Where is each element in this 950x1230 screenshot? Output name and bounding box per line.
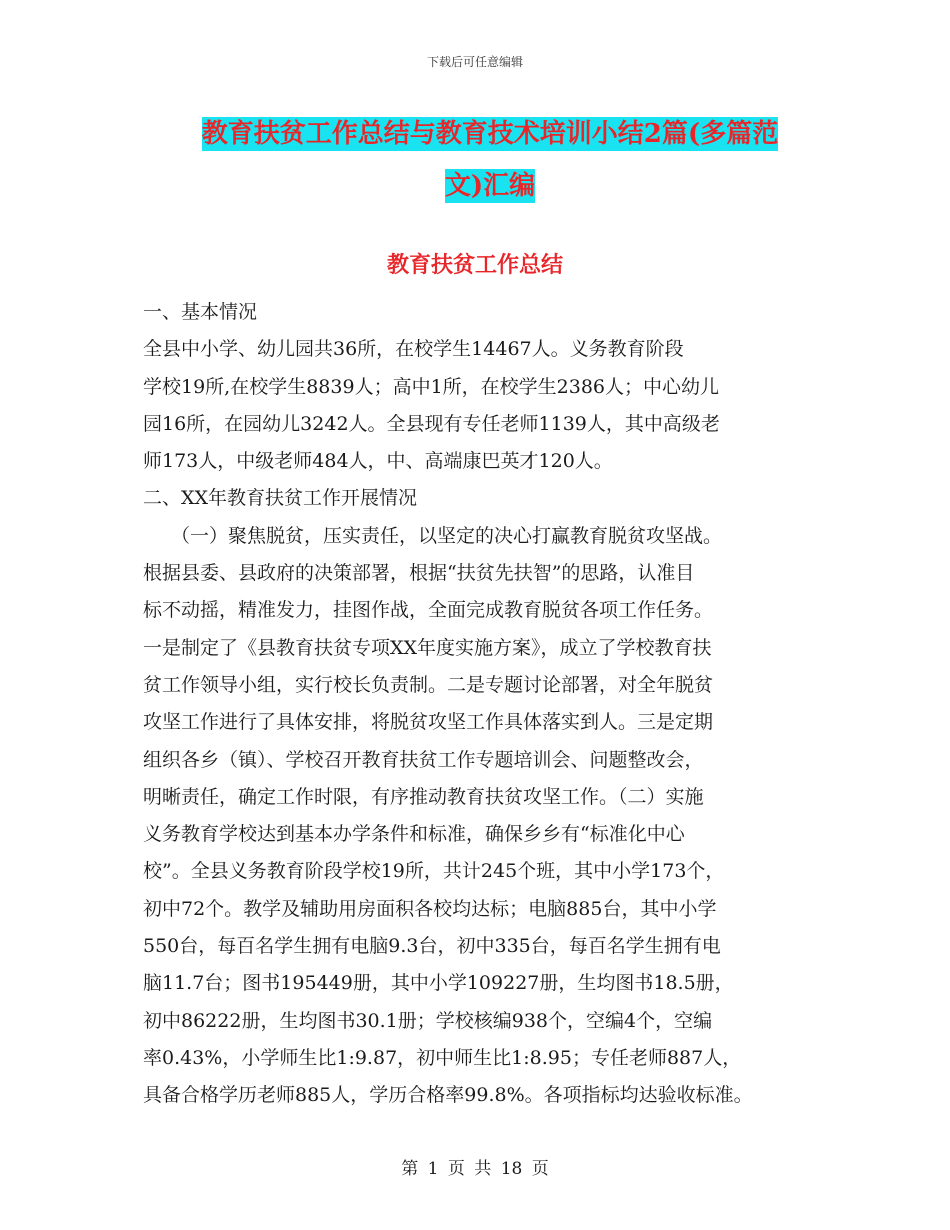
paragraph-line: （一）聚焦脱贫，压实责任，以坚定的决心打赢教育脱贫攻坚战。 [171, 524, 723, 547]
document-title-line-1: 教育扶贫工作总结与教育技术培训小结2篇(多篇范 [201, 119, 779, 149]
paragraph-line: 一是制定了《县教育扶贫专项XX年度实施方案》，成立了学校教育扶 [143, 636, 712, 659]
document-title [150, 108, 830, 212]
heading-basic-situation: 一、基本情况 [143, 301, 258, 323]
paragraph-line: 明晰责任，确定工作时限，有序推动教育扶贫攻坚工作。（二）实施 [143, 785, 704, 808]
page-footer: 第 1 页 共 18 页 [401, 1159, 549, 1179]
paragraph-line: 组织各乡（镇）、学校召开教育扶贫工作专题培训会、问题整改会， [143, 748, 704, 771]
paragraph-line: 根据县委、县政府的决策部署，根据“扶贫先扶智”的思路，认准目 [143, 562, 695, 585]
paragraph-line: 贫工作领导小组，实行校长负责制。二是专题讨论部署，对全年脱贫 [143, 673, 714, 696]
paragraph-line: 义务教育学校达到基本办学条件和标准，确保乡乡有“标准化中心 [143, 823, 685, 846]
paragraph-line: 率0.43%，小学师生比1:9.87，初中师生比1:8.95；专任老师887人， [143, 1046, 742, 1069]
paragraph-line: 学校19所,在校学生8839人；高中1所，在校学生2386人；中心幼儿 [143, 375, 720, 398]
paragraph-line: 具备合格学历老师885人，学历合格率99.8%。各项指标均达验收标准。 [143, 1084, 753, 1107]
paragraph-line: 标不动摇，精准发力，挂图作战，全面完成教育脱贫各项工作任务。 [143, 599, 714, 622]
paragraph-line: 师173人，中级老师484人，中、高端康巴英才120人。 [143, 450, 613, 473]
heading-work-progress: 二、XX年教育扶贫工作开展情况 [143, 487, 418, 510]
section-title: 教育扶贫工作总结 [386, 252, 563, 278]
paragraph-line: 脑11.7台；图书195449册，其中小学109227册，生均图书18.5册， [143, 972, 734, 995]
paragraph-line: 550台，每百名学生拥有电脑9.3台，初中335台，每百名学生拥有电 [143, 935, 721, 958]
document-title-line-2: 文)汇编 [444, 171, 536, 201]
paragraph-line: 全县中小学、幼儿园共36所，在校学生14467人。义务教育阶段 [143, 338, 684, 361]
paragraph-line: 园16所，在园幼儿3242人。全县现有专任老师1139人，其中高级老 [143, 412, 720, 435]
paragraph-line: 校”。全县义务教育阶段学校19所，共计245个班，其中小学173个， [143, 860, 725, 883]
paragraph-line: 初中72个。教学及辅助用房面积各校均达标；电脑885台，其中小学 [143, 897, 717, 920]
header-note: 下载后可任意编辑 [426, 55, 523, 69]
paragraph-line: 初中86222册，生均图书30.1册；学校核编938个，空编4个，空编 [143, 1009, 713, 1032]
body-text [143, 294, 823, 1115]
paragraph-line: 攻坚工作进行了具体安排，将脱贫攻坚工作具体落实到人。三是定期 [143, 711, 714, 734]
